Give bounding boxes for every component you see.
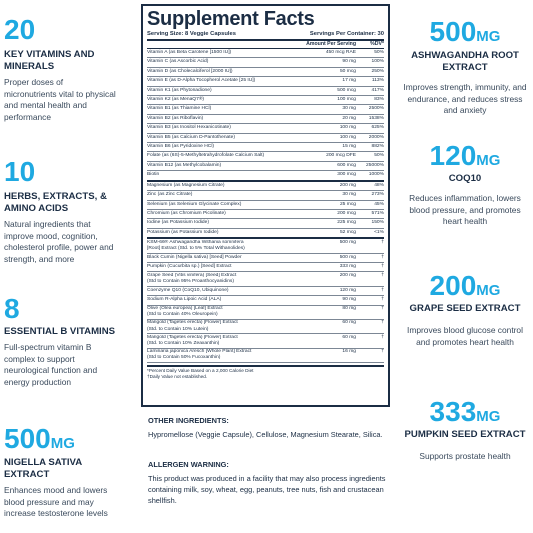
herb-name [147, 287, 296, 295]
feature-description: Enhances mood and lowers blood pressure and may increase testosterone levels [4, 485, 108, 518]
nutrient-dv: 25000% [366, 162, 384, 168]
feature-ashwagandha [400, 18, 530, 117]
serving-info [147, 30, 384, 41]
nutrient-row [147, 87, 384, 96]
nutrient-row [147, 219, 384, 228]
herb-name-line1: Laminaria japonica Aresch [Whole Plant] Extract [147, 349, 252, 355]
herb-amount: 500 mg [339, 254, 356, 260]
allergen-text: This product was produced in a facility that may also process ingredients containing milk, soy, wheat, egg, peanuts, tree nuts, fish and crustacean shellfish. [148, 474, 386, 505]
nutrient-dv: 50% [374, 153, 384, 159]
nutrient-dv: 1538% [368, 115, 384, 121]
nutrient-name: Zinc (as Zinc Citrate) [147, 192, 193, 198]
herb-name-line1: Marigold (Tagetes erecta) [Flower] Extract [147, 334, 238, 340]
nutrient-row [147, 152, 384, 161]
nutrient-name: Vitamin B2 (as Riboflavin) [147, 115, 204, 121]
herb-dv: † [381, 287, 384, 293]
nutrient-name: Vitamin K2 (as MenaQ7®) [147, 97, 205, 103]
nutrient-dv: <1% [374, 229, 384, 235]
nutrient-name: Vitamin B5 (as Calcium D-Pantothenate) [147, 134, 235, 140]
nutrient-amount: 90 mg [342, 59, 356, 65]
feature-number: 10 [4, 156, 36, 187]
nutrient-amount: 100 mg [339, 125, 356, 131]
nutrient-row [147, 171, 384, 181]
herb-name-line1: Grape Seed (Vitis vinifera) [Seed] Extract [147, 272, 237, 278]
herb-row [147, 239, 384, 253]
nutrient-row [147, 191, 384, 200]
nutrient-dv: 48% [374, 182, 384, 188]
nutrient-amount: 600 mcg [337, 162, 356, 168]
nutrient-row [147, 229, 384, 239]
herb-dv: † [381, 334, 384, 340]
nutrient-row [147, 105, 384, 114]
herb-dv: † [381, 239, 384, 245]
herb-dv: † [381, 254, 384, 260]
panel-footnotes [147, 365, 384, 380]
feature-nigella [4, 425, 116, 520]
nutrient-row [147, 115, 384, 124]
serving-size: Serving Size: 8 Veggie Capsules [147, 31, 236, 37]
other-ingredients-heading: OTHER INGREDIENTS: [148, 416, 229, 425]
nutrient-row [147, 182, 384, 191]
nutrient-dv: 2000% [368, 134, 384, 140]
nutrient-dv: 882% [371, 144, 384, 150]
herb-name-line2: (Std. to Contain 10% Zeaxanthin) [147, 341, 220, 347]
herb-name-line2: [Root] Extract (Std. to 5% Total Withanolides) [147, 245, 245, 251]
panel-title: Supplement Facts [147, 8, 315, 30]
nutrient-dv: 83% [374, 97, 384, 103]
feature-coq10 [400, 142, 530, 228]
feature-title: NIGELLA SATIVA EXTRACT [4, 457, 82, 480]
herb-name [147, 273, 296, 285]
allergen-heading: ALLERGEN WARNING: [148, 460, 229, 469]
nutrient-row [147, 134, 384, 143]
nutrient-dv: 417% [371, 87, 384, 93]
nutrient-name: Vitamin C (as Ascorbic Acid) [147, 59, 209, 65]
nutrient-amount: 30 mg [342, 106, 356, 112]
herb-name-line1: Coenzyme Q10 (CoQ10, Ubiquinone) [147, 287, 229, 293]
herb-rows [147, 239, 384, 363]
nutrient-amount: 200 mcg DFE [326, 153, 356, 159]
feature-number: 200MG [429, 270, 501, 301]
nutrient-dv: 625% [371, 125, 384, 131]
nutrient-name: Vitamin A (as Beta Carotene [1500 IU]) [147, 50, 232, 55]
nutrient-row [147, 96, 384, 105]
feature-number: 500MG [429, 16, 501, 47]
herb-name [147, 254, 296, 262]
dv-header: %DV* [370, 41, 384, 47]
nutrient-name: Vitamin B12 (as Methylcobalamin) [147, 162, 222, 168]
feature-description: Supports prostate health [419, 451, 511, 461]
nutrient-amount: 200 mg [339, 182, 356, 188]
nutrient-name: Vitamin B6 (as Pyridoxine HCl) [147, 144, 215, 150]
nutrient-name: Vitamin D (as Cholecalciferol [2000 IU]) [147, 68, 233, 74]
nutrient-name: Vitamin K1 (as Phytonadione) [147, 87, 212, 93]
herb-amount: 60 mg [342, 320, 356, 326]
nutrient-amount: 20 mg [342, 115, 356, 121]
nutrient-row [147, 210, 384, 219]
herb-row [147, 272, 384, 286]
column-header [147, 41, 384, 49]
herb-name [147, 296, 296, 304]
herb-dv: † [381, 306, 384, 312]
feature-title: COQ10 [448, 173, 482, 184]
nutrient-name: Biotin [147, 172, 160, 178]
herb-row [147, 254, 384, 263]
feature-number: 8 [4, 293, 20, 324]
nutrient-name: Vitamin B3 (as Inositol Hexanicotinate) [147, 125, 231, 131]
herb-name [147, 320, 296, 332]
feature-herbs [4, 158, 116, 265]
herb-name-line1: Black Cumin (Nigella sativa) [Seed] Powder [147, 254, 242, 260]
nutrient-amount: 52 mcg [339, 229, 356, 235]
footnote-dagger: †Daily Value not established. [147, 374, 208, 380]
herb-dv: † [381, 297, 384, 303]
nutrient-amount: 100 mg [339, 134, 356, 140]
herb-row [147, 263, 384, 272]
nutrient-name: Chromium (as Chromium Picolinate) [147, 210, 226, 216]
nutrient-dv: 113% [371, 78, 384, 84]
herb-dv: † [381, 272, 384, 278]
feature-description: Natural ingredients that improve mood, cognition, cholesterol profile, power and strength, and more [4, 219, 114, 264]
nutrient-amount: 17 mg [342, 78, 356, 84]
feature-title: HERBS, EXTRACTS, & AMINO ACIDS [4, 191, 107, 214]
feature-title: KEY VITAMINS AND MINERALS [4, 49, 95, 72]
herb-amount: 16 mg [342, 349, 356, 355]
herb-amount: 200 mg [339, 272, 356, 278]
nutrient-amount: 200 mcg [337, 210, 356, 216]
herb-amount: 333 mg [339, 263, 356, 269]
feature-title: ASHWAGANDHA ROOT EXTRACT [411, 50, 519, 73]
nutrient-dv: 273% [371, 192, 384, 198]
herb-name-line1: Sodium R-Alpha Lipoic Acid (ALA) [147, 297, 222, 303]
herb-row [147, 349, 384, 363]
other-ingredients-text: Hypromellose (Veggie Capsule), Cellulose, Magnesium Stearate, Silica. [148, 430, 383, 439]
nutrient-row [147, 77, 384, 86]
feature-description: Proper doses of micronutrients vital to physical and mental health and performance [4, 77, 116, 122]
herb-amount: 60 mg [342, 334, 356, 340]
feature-number: 20 [4, 14, 36, 45]
nutrient-row [147, 143, 384, 152]
herb-name [147, 349, 296, 361]
nutrient-row [147, 49, 384, 58]
nutrient-amount: 15 mg [342, 144, 356, 150]
nutrient-dv: 1000% [368, 172, 384, 178]
other-ingredients [148, 416, 393, 440]
nutrient-name: Selenium (as Selenium Glycinate Complex) [147, 201, 242, 207]
feature-description: Improves strength, immunity, and endurance, and reduces stress and anxiety [403, 82, 527, 115]
nutrient-amount: 450 mcg RAE [325, 50, 356, 55]
feature-number: 333MG [429, 396, 501, 427]
feature-number: 500MG [4, 423, 75, 454]
feature-title: ESSENTIAL B VITAMINS [4, 326, 116, 337]
nutrient-row [147, 201, 384, 210]
nutrient-amount: 50 mcg [339, 68, 356, 74]
supplement-facts-panel [141, 4, 390, 407]
allergen-warning [148, 460, 393, 506]
herb-row [147, 296, 384, 305]
feature-description: Reduces inflammation, lowers blood pressure, and promotes heart health [409, 193, 521, 226]
nutrient-dv: 571% [371, 210, 384, 216]
footnote-dv: *Percent Daily Value Based on a 2,000 Calorie Diet [147, 368, 254, 374]
nutrient-row [147, 124, 384, 133]
nutrient-amount: 30 mg [342, 192, 356, 198]
herb-dv: † [381, 263, 384, 269]
herb-name-line1: Marigold (Tagetes erecta) [Flower] Extract [147, 320, 238, 326]
herb-amount: 90 mg [342, 297, 356, 303]
herb-row [147, 320, 384, 334]
nutrient-dv: 50% [374, 50, 384, 55]
herb-name-line2: (Std. to Contain 10% Lutein) [147, 326, 209, 332]
nutrient-amount: 100 mcg [337, 97, 356, 103]
herb-amount: 120 mg [339, 287, 356, 293]
herb-name-line1: Olive (Olea europea) [Leaf] Extract [147, 306, 223, 312]
feature-description: Improves blood glucose control and promotes heart health [407, 325, 523, 347]
nutrient-name: Folate (as (6S)-5-Methyltetrahydrofolate Calcium Salt) [147, 153, 265, 159]
nutrient-name: Potassium (as Potassium Iodide) [147, 229, 219, 235]
herb-amount: 500 mg [339, 239, 356, 245]
nutrient-name: Iodine (as Potassium Iodide) [147, 220, 209, 226]
servings-per-container: Servings Per Container: 30 [309, 31, 384, 37]
feature-number: 120MG [429, 140, 501, 171]
herb-name-line1: KSM-66® Ashwagandha Withania somnifera [147, 239, 244, 245]
feature-description: Full-spectrum vitamin B complex to support neurological function and energy production [4, 342, 98, 387]
feature-b-vitamins [4, 295, 116, 388]
herb-name [147, 306, 296, 318]
herb-name-line2: (Std to Contain 95% Proanthocyanidins) [147, 279, 234, 285]
nutrient-name: Magnesium (as Magnesium Citrate) [147, 182, 225, 188]
herb-dv: † [381, 349, 384, 355]
herb-name [147, 335, 296, 347]
herb-row [147, 287, 384, 296]
herb-row [147, 334, 384, 348]
nutrient-row [147, 68, 384, 77]
herb-name-line1: Pumpkin (Cucurbita sp.) [Seed] Extract [147, 263, 232, 269]
nutrient-dv: 2500% [368, 106, 384, 112]
nutrient-amount: 25 mcg [339, 201, 356, 207]
nutrient-row [147, 58, 384, 67]
nutrient-row [147, 162, 384, 171]
feature-vitamins [4, 16, 116, 123]
feature-grape-seed [400, 272, 530, 348]
herb-row [147, 306, 384, 320]
nutrient-dv: 250% [371, 68, 384, 74]
nutrient-name: Vitamin E (as D-Alpha Tocopherol Acetate [25 IU]) [147, 78, 256, 84]
herb-dv: † [381, 320, 384, 326]
herb-name [147, 240, 296, 252]
nutrient-dv: 150% [371, 220, 384, 226]
feature-pumpkin [400, 398, 530, 463]
nutrient-amount: 500 mcg [337, 87, 356, 93]
herb-name [147, 263, 296, 271]
herb-amount: 80 mg [342, 306, 356, 312]
nutrient-amount: 225 mcg [337, 220, 356, 226]
nutrient-amount: 300 mcg [337, 172, 356, 178]
herb-name-line2: (Std to Contain 50% Fucoxanthin) [147, 355, 221, 361]
feature-title: PUMPKIN SEED EXTRACT [404, 429, 526, 440]
nutrient-dv: 100% [371, 59, 384, 65]
amount-header: Amount Per Serving [306, 41, 356, 47]
nutrient-dv: 45% [374, 201, 384, 207]
herb-name-line2: (Std to Contain 40% Oleuropein) [147, 312, 218, 318]
feature-title: GRAPE SEED EXTRACT [409, 303, 521, 314]
nutrient-name: Vitamin B1 (as Thiamine HCl) [147, 106, 212, 112]
nutrient-rows [147, 49, 384, 239]
